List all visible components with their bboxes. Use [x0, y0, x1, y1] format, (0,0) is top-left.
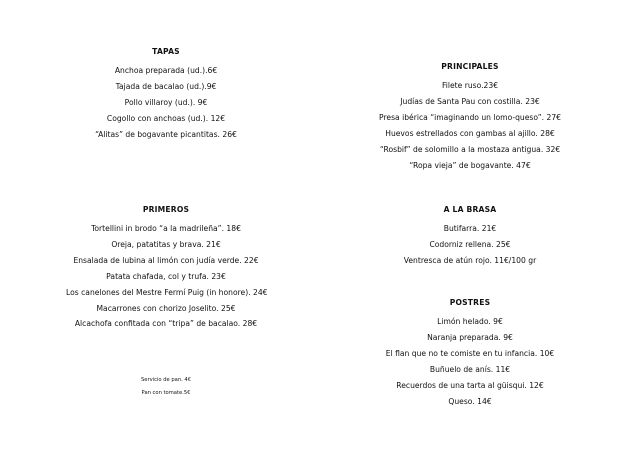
- menu-item: Alcachofa confitada con “tripa” de bacalao. 28€: [74, 319, 258, 329]
- menu-list-principales: [370, 78, 570, 173]
- menu-item: Buñuelo de anís. 11€: [429, 364, 511, 374]
- menu-item: Filete ruso.23€: [441, 81, 499, 90]
- section-postres: [370, 298, 570, 409]
- menu-item: Ensalada de lubina al limón con judía verde. 22€: [73, 255, 259, 265]
- section-title-tapas: TAPAS: [152, 47, 180, 56]
- menu-item: Ventresca de atún rojo. 11€/100 gr: [403, 255, 537, 265]
- menu-item: El flan que no te comiste en tu infancia. 10€: [385, 348, 555, 358]
- menu-list-tapas: [66, 63, 266, 143]
- bread-notes: [66, 374, 266, 400]
- menu-item: Recuerdos de una tarta al güisqui. 12€: [396, 380, 544, 390]
- menu-item: Queso. 14€: [448, 396, 492, 406]
- menu-item: Huevos estrellados con gambas al ajillo. 28€: [385, 128, 555, 138]
- bread-tomato-note: Pan con tomate.5€: [141, 390, 191, 396]
- section-primeros: [66, 205, 266, 332]
- section-a-la-brasa: [370, 205, 570, 269]
- section-tapas: [66, 47, 266, 143]
- menu-item: Butifarra. 21€: [443, 224, 497, 233]
- menu-item: Tortellini in brodo “a la madrileña”. 18€: [91, 224, 241, 233]
- menu-item: Anchoa preparada (ud.).6€: [114, 66, 218, 75]
- menu-item: Codorniz rellena. 25€: [429, 239, 511, 249]
- section-principales: [370, 62, 570, 173]
- menu-item: Limón helado. 9€: [437, 317, 503, 326]
- menu-list-primeros: [66, 221, 266, 332]
- menu-item: “Ropa vieja” de bogavante. 47€: [409, 160, 531, 170]
- menu-list-a-la-brasa: [370, 221, 570, 269]
- section-title-principales: PRINCIPALES: [441, 62, 499, 71]
- menu-item: Patata chafada, col y trufa. 23€: [106, 271, 226, 281]
- menu-item: Tajada de bacalao (ud.).9€: [115, 81, 217, 91]
- menu-item: Oreja, patatitas y brava. 21€: [111, 239, 221, 249]
- menu-item: “Alitas” de bogavante picantitas. 26€: [95, 129, 237, 139]
- section-title-postres: POSTRES: [449, 298, 491, 307]
- menu-item: “Rosbif” de solomillo a la mostaza antigua. 32€: [379, 144, 561, 154]
- menu-item: Naranja preparada. 9€: [427, 332, 513, 342]
- section-title-a-la-brasa: A LA BRASA: [443, 205, 497, 214]
- menu-item: Pollo villaroy (ud.). 9€: [124, 97, 208, 107]
- menu-item: Judías de Santa Pau con costilla. 23€: [400, 96, 540, 106]
- menu-item: Cogollo con anchoas (ud.). 12€: [106, 113, 226, 123]
- section-title-primeros: PRIMEROS: [142, 205, 190, 214]
- bread-service-note: Servicio de pan. 4€: [140, 377, 192, 383]
- menu-list-postres: [370, 314, 570, 409]
- menu-item: Los canelones del Mestre Fermí Puig (in honore). 24€: [66, 287, 268, 297]
- menu-item: Macarrones con chorizo Joselito. 25€: [96, 303, 236, 313]
- menu-item: Presa ibérica “imaginando un lomo-queso”. 27€: [379, 112, 561, 122]
